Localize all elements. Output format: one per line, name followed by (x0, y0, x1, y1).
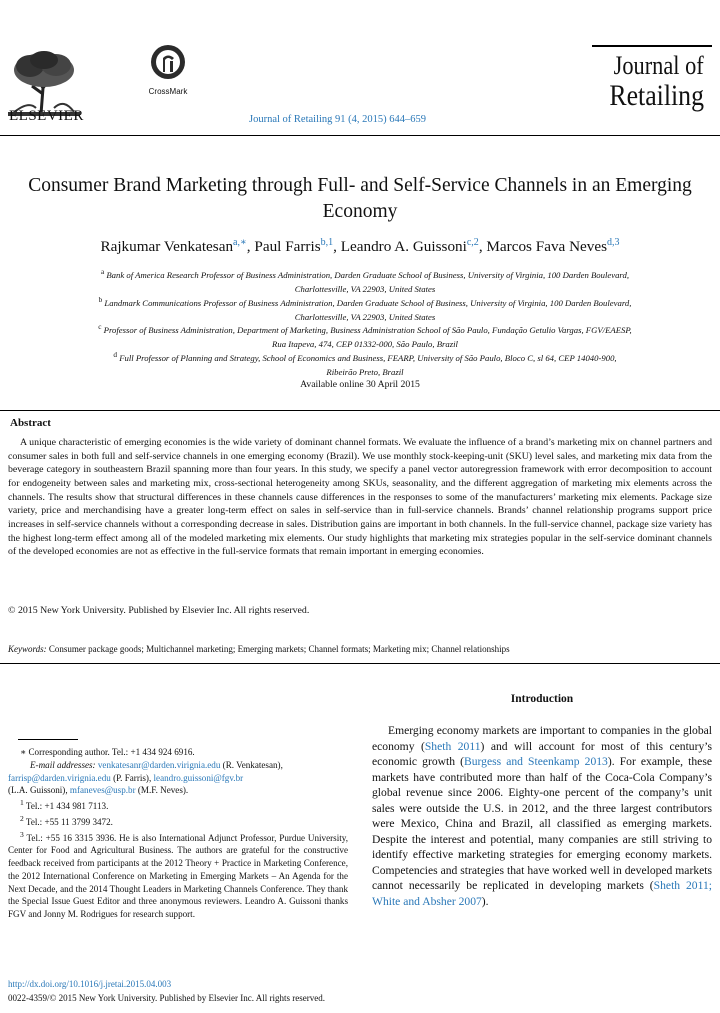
intro-text: Emerging economy markets are important to companies in the global economy ( (372, 724, 712, 753)
footnote-emails (8, 759, 348, 772)
author-affiliation-mark[interactable]: a,∗ (233, 237, 247, 248)
footnote-corresponding (8, 746, 348, 759)
citation-link[interactable]: Sheth 2011; White and Absher 2007 (372, 879, 712, 909)
journal-logo (592, 45, 712, 119)
crossmark-badge[interactable] (143, 44, 193, 96)
publisher-name: ELSEVIER (9, 108, 84, 124)
footnote-1 (8, 797, 348, 813)
affiliation-line: Charlottesville, VA 22903, United States (294, 284, 436, 295)
footnote-mark: 3 (20, 829, 24, 839)
email-owner: (P. Farris), (113, 772, 152, 783)
affiliation-line: Ribeirão Preto, Brazil (326, 367, 404, 378)
affiliation-d (20, 348, 710, 380)
affiliation-line: Charlottesville, VA 22903, United States (294, 312, 436, 323)
author-name: Marcos Fava Neves (486, 238, 608, 256)
footnote-divider (18, 739, 78, 740)
doi-link[interactable]: http://dx.doi.org/10.1016/j.jretai.2015.04.003 (8, 979, 172, 989)
author-affiliation-mark[interactable]: c,2 (466, 237, 479, 248)
introduction-heading: Introduction (510, 693, 574, 705)
author-name: Rajkumar Venkatesan (100, 238, 234, 256)
keywords-list: Consumer package goods; Multichannel marketing; Emerging markets; Channel formats; Marketing mix; Channel relationships (48, 644, 510, 654)
affiliation-line: Full Professor of Planning and Strategy, School of Economics and Business, FEARP, University of São Paulo, Bloco C, sl 64, CEP 14040-900, (119, 352, 617, 363)
abstract-copyright: © 2015 New York University. Published by Elsevier Inc. All rights reserved. (8, 605, 310, 616)
affiliation-line: Rua Itapeva, 474, CEP 01332-000, São Paulo, Brazil (272, 339, 458, 350)
intro-text: ) and will account for most of this century’s economic growth ( (372, 739, 712, 769)
affiliation-line: Bank of America Research Professor of Business Administration, Darden Graduate School of Business, University of Virginia, 100 Darden Boulevard, (106, 269, 630, 280)
affiliation-mark: a (100, 268, 105, 276)
available-online-date: Available online 30 April 2015 (300, 379, 420, 390)
journal-logo-line1: Journal of (613, 51, 704, 80)
footnote-2 (8, 813, 348, 829)
author-name: Paul Farris (254, 238, 321, 256)
keywords-label: Keywords: (8, 644, 47, 654)
affiliation-mark: d (113, 351, 118, 359)
footnote-text: Tel.: +55 16 3315 3936. He is also International Adjunct Professor, Purdue University, Center for Food and Agricultural Business. The authors are grateful for the constructive feedback received from participants at the 2012 Theory + Practice in Marketing Conference, the 2012 International Conference on Marketing in Emerging Markets – An Agenda for the Next Decade, and the 2014 Thought Leaders in Marketing Channels Conference. They thank the Special Issue Guest Editor and three anonymous reviewers. Leandro A. Guissoni thanks FGV and Jonny M. Rodrigues for research support. (8, 832, 348, 920)
affiliation-mark: c (98, 323, 102, 331)
intro-text: ). (481, 895, 489, 909)
crossmark-icon (150, 44, 186, 80)
affiliation-mark: b (98, 296, 103, 304)
author-affiliation-mark[interactable]: d,3 (607, 237, 620, 248)
citation-link[interactable]: Burgess and Steenkamp 2013 (463, 755, 608, 769)
email-link[interactable]: farrisp@darden.virignia.edu (8, 772, 111, 783)
footnote-3 (8, 829, 348, 921)
author-affiliation-mark[interactable]: b,1 (320, 237, 334, 248)
journal-logo-line2: Retailing (609, 79, 704, 112)
footnote-mark: ∗ (20, 747, 27, 757)
abstract-divider (0, 410, 720, 411)
keywords-divider (0, 663, 720, 664)
email-label: E-mail addresses: (30, 759, 96, 770)
email-link[interactable]: mfaneves@usp.br (69, 785, 136, 796)
issn-copyright: 0022-4359/© 2015 New York University. Published by Elsevier Inc. All rights reserved. (8, 993, 325, 1003)
footnote-text: Tel.: +55 11 3799 3472. (25, 816, 113, 827)
footnotes (8, 746, 348, 921)
article-title: Consumer Brand Marketing through Full- and Self-Service Channels in an Emerging Economy (28, 175, 692, 222)
introduction-paragraph (372, 723, 712, 910)
author-list: Rajkumar Venkatesan$^{a,∗}$, Paul Farris$^{b,1}$, Leandro A. Guissoni$^{c,2}$, Marcos Fava Neves$^{d,3}$ (100, 237, 620, 256)
abstract-heading: Abstract (10, 417, 51, 429)
email-owner: (R. Venkatesan), (222, 759, 283, 770)
email-link[interactable]: leandro.guissoni@fgv.br (153, 772, 244, 783)
footnote-emails-cont (8, 772, 348, 785)
email-owner: (L.A. Guissoni), (8, 785, 68, 796)
footnote-text: Corresponding author. Tel.: +1 434 924 6916. (28, 747, 195, 757)
journal-citation[interactable]: Journal of Retailing 91 (4, 2015) 644–659 (249, 114, 427, 125)
header-divider (0, 135, 720, 136)
footnote-text: Tel.: +1 434 981 7113. (25, 801, 109, 812)
intro-text: ). For example, these markets have contributed more than half of the Coca-Cola Company’s global revenue since 2006. Eighty-one percent of the company’s unit sales were outside the U.S. in 2012, and the three largest contributors were Mexico, China and Brazil, all classified as emerging markets. Despite the interest and potential, many companies are still striving to identify effective marketing strategies for emerging economy markets. Competencies and strategies that have worked well in developed markets cannot necessarily be replicated in developing markets ( (372, 755, 712, 893)
email-owner: (M.F. Neves). (137, 785, 189, 796)
affiliation-line: Landmark Communications Professor of Business Administration, Darden Graduate School of Business, University of Virginia, 100 Darden Boulevard, (104, 297, 632, 308)
email-link[interactable]: venkatesanr@darden.virignia.edu (97, 759, 221, 770)
footnote-emails-cont (8, 784, 348, 797)
footnote-mark: 1 (20, 798, 24, 807)
footnote-mark: 2 (20, 813, 24, 823)
author-name: Leandro A. Guissoni (340, 238, 467, 256)
citation-link[interactable]: Sheth 2011 (424, 739, 481, 753)
keywords (8, 644, 510, 654)
affiliation-line: Professor of Business Administration, Department of Marketing, Business Administration School of São Paulo, Fundação Getulio Vargas, FGV/EAESP, (103, 324, 632, 335)
crossmark-label: CrossMark (148, 87, 188, 96)
abstract-text: A unique characteristic of emerging economies is the wide variety of dominant channel formats. We evaluate the influence of a brand’s marketing mix on channel partners and consumer sales in both full and self-service channels in one emerging economy (Brazil). We use monthly stock-keeping-unit (SKU) level sales, and marketing mix data from the beverage category in southeastern Brazil spanning more than four years. In this study, we specify a panel vector autoregression framework with error decomposition to account for endogeneity between sales and marketing mix, cross-sectional heterogeneity among SKUs, seasonality, and the different aggregation of marketing mix elements across the channels. The results show that structural differences in these channels cause differences in the responses to some of the manufacturers’ marketing mix elements. Package size variety, price and merchandising have a greater long-term effect on sales in self-service than in full-service channels. Brands’ channel relationship programs support price increases in self-service channels without a corresponding decrease in sales. Distribution gains are important in both channels. In the full-service channel, package size variety has the highest long-term effect among all of the modeled marketing mix elements. Our study highlights that marketing mix strategies popular in the self-service dominant channels of the developed economies are not as effective in the full-service formats that remain important in emerging economies. (8, 437, 712, 558)
